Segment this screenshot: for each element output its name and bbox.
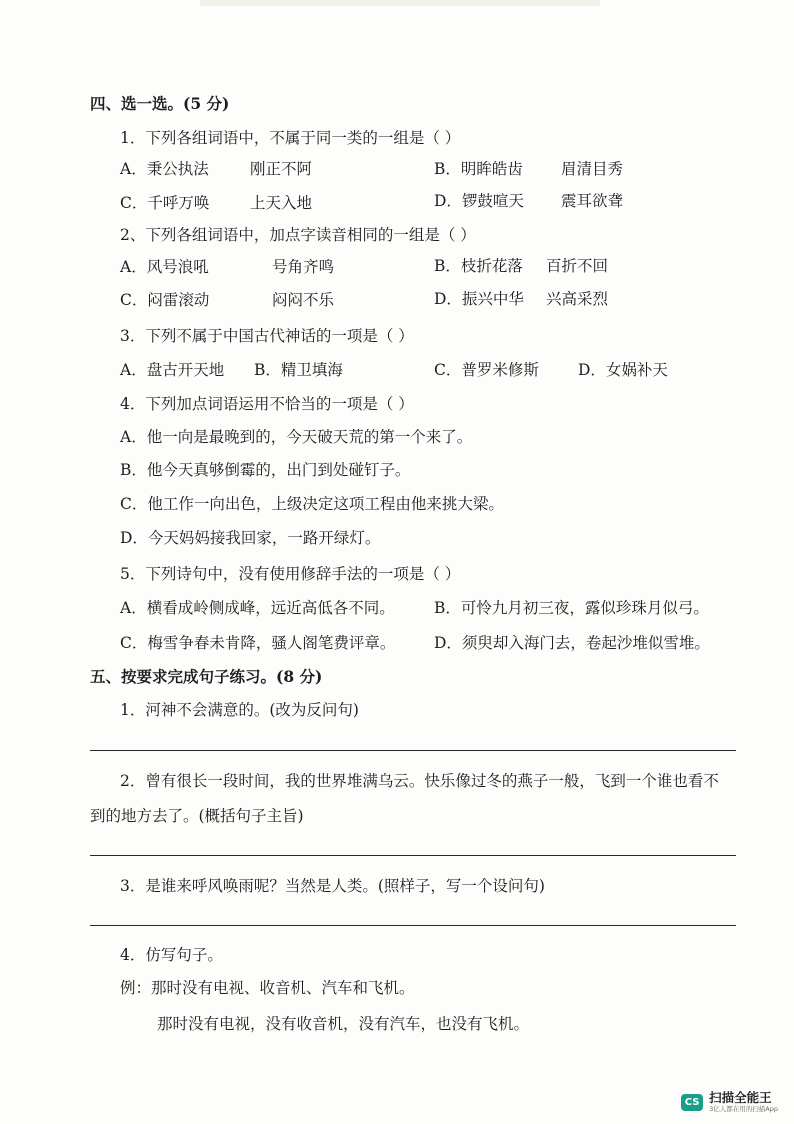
q3-option-a: A．盘古开天地 [120,361,225,379]
camscanner-logo-icon: CS [681,1094,703,1111]
example-line-1: 例：那时没有电视、收音机、汽车和飞机。 [120,979,415,997]
watermark-title: 扫描全能王 [709,1090,772,1105]
q3-option-c: C．普罗米修斯 [434,361,539,379]
q3-option-d: D．女娲补天 [578,361,668,379]
q2-option-d: D．振兴中华 [434,290,524,308]
q1-option-d-word2: 震耳欲聋 [561,192,624,210]
q4-option-b: B．他今天真够倒霉的，出门到处碰钉子。 [120,461,411,479]
q4-option-d: D．今天妈妈接我回家，一路开绿灯。 [120,529,381,547]
scanner-watermark [681,1091,778,1114]
q5-option-c: C．梅雪争春未肯降，骚人阁笔费评章。 [120,634,396,652]
s5-q1: 1．河神不会满意的。(改为反问句) [120,701,359,719]
q1-option-b: B．明眸皓齿 [434,160,523,178]
answer-line-2[interactable] [90,855,736,856]
example-line-2: 那时没有电视，没有收音机，没有汽车，也没有飞机。 [157,1015,530,1033]
q1-stem: 1．下列各组词语中，不属于同一类的一组是（ ） [120,129,461,147]
q3-option-b: B．精卫填海 [254,361,343,379]
answer-line-3[interactable] [90,925,736,926]
q1-option-b-word2: 眉清目秀 [561,160,624,178]
q5-option-b: B．可怜九月初三夜，露似珍珠月似弓。 [434,599,709,617]
s5-q4: 4．仿写句子。 [120,946,223,964]
q2-option-a-word2: 号角齐鸣 [272,258,335,276]
scan-edge [200,0,600,6]
q1-option-c: C．千呼万唤 [120,194,210,212]
q5-option-d: D．须臾却入海门去，卷起沙堆似雪堆。 [434,634,710,652]
s5-q2-line1: 2．曾有很长一段时间，我的世界堆满乌云。快乐像过冬的燕子一般，飞到一个谁也看不 [120,772,719,790]
q5-stem: 5．下列诗句中，没有使用修辞手法的一项是（ ） [120,565,461,583]
q2-option-c: C．闷雷滚动 [120,291,210,309]
q2-stem: 2、下列各组词语中，加点字读音相同的一组是（ ） [120,226,476,244]
q2-option-c-word2: 闷闷不乐 [272,291,335,309]
watermark-subtitle: 3亿人都在用的扫描App [709,1105,778,1113]
q3-stem: 3．下列不属于中国古代神话的一项是（ ） [120,327,414,345]
q2-option-b: B．枝折花落 [434,257,523,275]
q4-option-a: A．他一向是最晚到的，今天破天荒的第一个来了。 [120,428,473,446]
q4-stem: 4．下列加点词语运用不恰当的一项是（ ） [120,395,414,413]
q1-option-a: A．秉公执法 [120,160,209,178]
section4-heading: 四、选一选。(5 分) [90,94,230,113]
answer-line-1[interactable] [90,750,736,751]
q2-option-a: A．风号浪吼 [120,258,209,276]
q5-option-a: A．横看成岭侧成峰，远近高低各不同。 [120,599,395,617]
watermark-text [709,1091,778,1114]
section5-heading: 五、按要求完成句子练习。(8 分) [90,667,323,686]
q1-option-d: D．锣鼓喧天 [434,192,524,210]
q1-option-c-word2: 上天入地 [250,194,313,212]
q4-option-c: C．他工作一向出色，上级决定这项工程由他来挑大梁。 [120,495,504,513]
s5-q2-line2: 到的地方去了。(概括句子主旨) [90,807,304,825]
q1-option-a-word2: 刚正不阿 [250,160,313,178]
q2-option-d-word2: 兴高采烈 [546,290,609,308]
q2-option-b-word2: 百折不回 [546,257,609,275]
s5-q3: 3．是谁来呼风唤雨呢？当然是人类。(照样子，写一个设问句) [120,877,545,895]
